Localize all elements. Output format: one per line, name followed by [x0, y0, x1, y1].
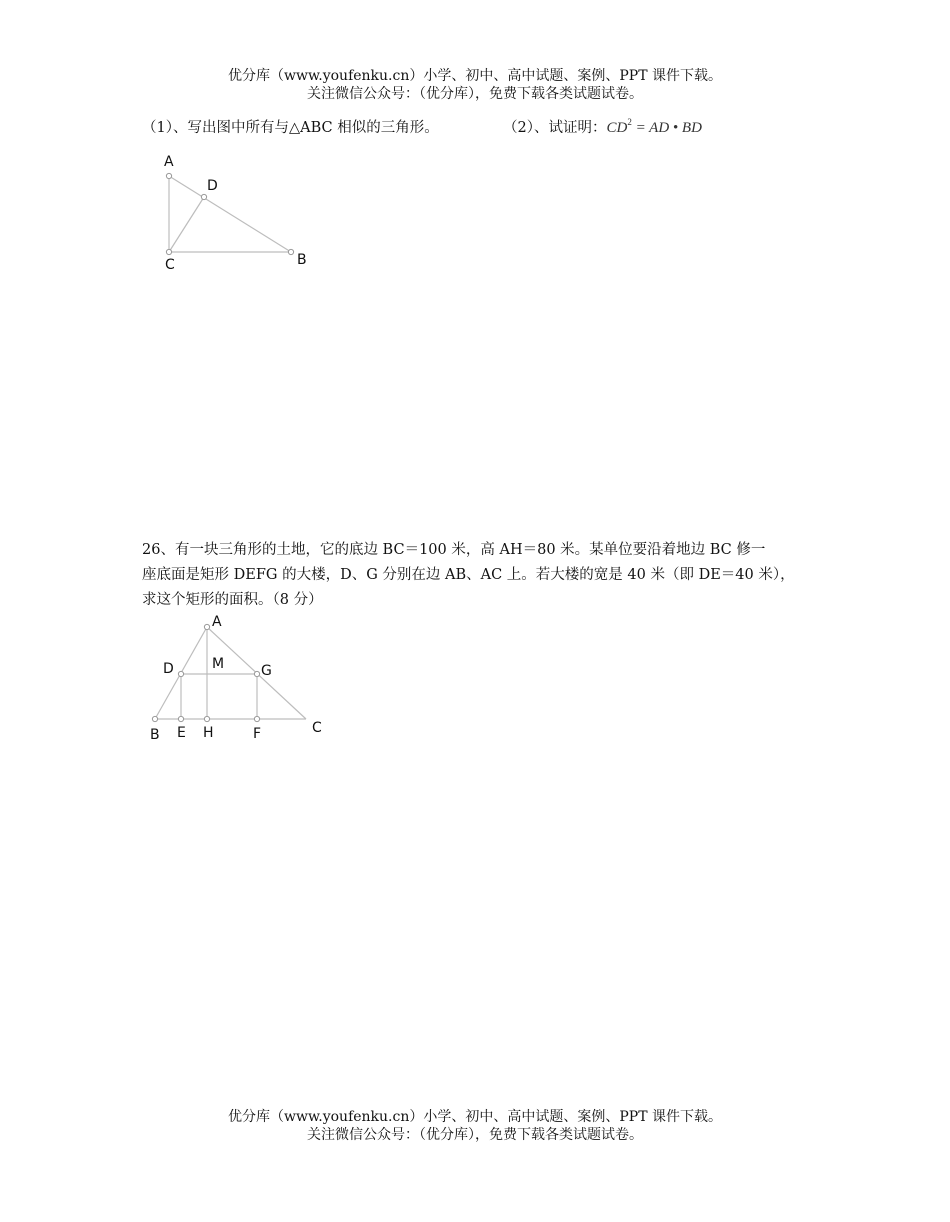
- label-d-2: D: [163, 661, 174, 677]
- page-header-line-1: 优分库（www.youfenku.cn）小学、初中、高中试题、案例、PPT 课件下载。: [227, 68, 722, 84]
- label-a: A: [164, 154, 174, 170]
- point-c: [166, 249, 171, 254]
- point-b-2: [152, 716, 157, 721]
- label-b-2: B: [150, 727, 160, 743]
- formula-cd: CD: [606, 120, 628, 136]
- point-f: [254, 716, 259, 721]
- segment-ab: [169, 176, 291, 252]
- point-e: [178, 716, 183, 721]
- label-a-2: A: [212, 614, 222, 630]
- label-b: B: [297, 252, 307, 268]
- label-f: F: [253, 726, 262, 742]
- label-c-2: C: [312, 720, 322, 736]
- page-header-line-2: 关注微信公众号：（优分库），免费下载各类试题试卷。: [307, 86, 643, 102]
- label-d: D: [207, 178, 218, 194]
- point-h: [204, 716, 209, 721]
- point-d: [201, 194, 206, 199]
- formula-exponent: 2: [627, 117, 632, 127]
- formula-rhs: = AD • BD: [635, 120, 702, 136]
- question-26-line-3: 求这个矩形的面积。（8 分）: [142, 592, 323, 608]
- label-g: G: [261, 663, 272, 679]
- question-25-part-1: （1）、写出图中所有与△ABC 相似的三角形。: [142, 120, 439, 136]
- label-e: E: [177, 725, 186, 741]
- label-c: C: [165, 257, 175, 273]
- point-b: [288, 249, 293, 254]
- point-a-2: [204, 624, 209, 629]
- question-26-line-1: 26、有一块三角形的土地，它的底边 BC＝100 米，高 AH＝80 米。某单位要沿着地边 BC 修一: [142, 542, 766, 558]
- point-d-2: [178, 671, 183, 676]
- page-footer-line-1: 优分库（www.youfenku.cn）小学、初中、高中试题、案例、PPT 课件下载。: [227, 1109, 722, 1125]
- segment-cd: [169, 197, 204, 252]
- question-25-part-2-prefix: （2）、试证明：: [503, 120, 607, 136]
- label-h: H: [203, 725, 214, 741]
- label-m: M: [212, 656, 225, 672]
- point-a: [166, 173, 171, 178]
- point-g: [254, 671, 259, 676]
- page-footer-line-2: 关注微信公众号：（优分库），免费下载各类试题试卷。: [307, 1127, 643, 1143]
- question-26-line-2: 座底面是矩形 DEFG 的大楼，D、G 分别在边 AB、AC 上。若大楼的宽是 40 米（即 DE＝40 米），: [142, 567, 795, 583]
